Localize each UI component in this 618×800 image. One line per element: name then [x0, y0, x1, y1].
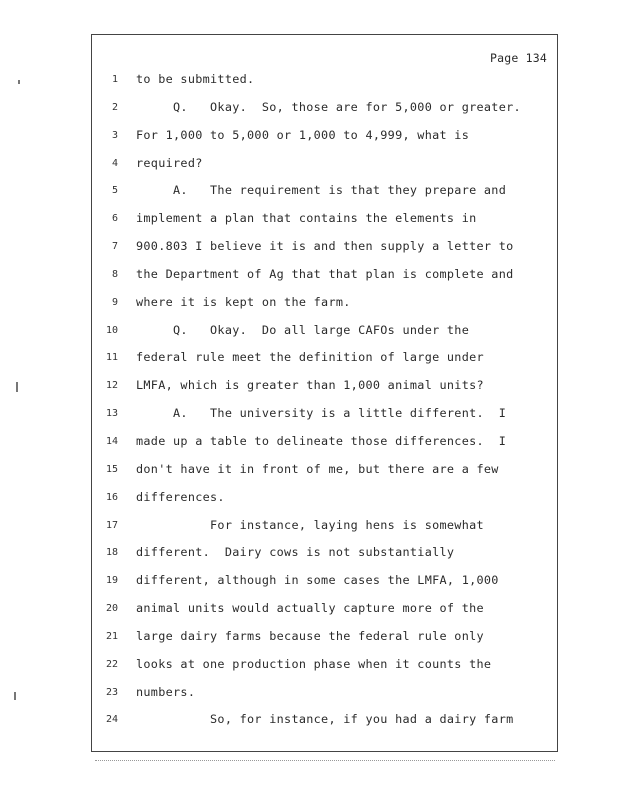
- line-text: don't have it in front of me, but there are a few: [136, 461, 499, 476]
- line-text: different. Dairy cows is not substantially: [136, 545, 455, 560]
- line-text: For instance, laying hens is somewhat: [136, 517, 484, 532]
- line-text: So, for instance, if you had a dairy farm: [136, 712, 514, 727]
- transcript-line: [92, 295, 557, 323]
- line-number: 11: [105, 352, 118, 364]
- transcript-line: [92, 72, 557, 100]
- transcript-page: [91, 34, 558, 752]
- transcript-line: [92, 601, 557, 629]
- line-number: 8: [111, 268, 118, 280]
- line-number: 1: [111, 74, 118, 85]
- bottom-rule: [95, 760, 555, 761]
- transcript-line: [92, 712, 557, 740]
- line-text: A. The university is a little different. I: [136, 406, 507, 421]
- line-text: numbers.: [136, 684, 196, 699]
- transcript-line: [92, 350, 557, 378]
- line-number: 3: [111, 129, 118, 141]
- transcript-line: [92, 490, 557, 518]
- line-number: 4: [111, 157, 118, 169]
- line-number: 19: [105, 575, 118, 587]
- page-number: Page 134: [490, 51, 547, 65]
- line-text: LMFA, which is greater than 1,000 animal units?: [136, 378, 484, 393]
- line-number: 5: [111, 185, 118, 197]
- line-text: Q. Okay. So, those are for 5,000 or greater.: [136, 99, 521, 114]
- line-text: looks at one production phase when it counts the: [136, 656, 492, 671]
- line-number: 22: [105, 658, 118, 670]
- line-text: the Department of Ag that that plan is complete and: [136, 266, 514, 281]
- margin-mark: [18, 80, 20, 84]
- line-text: required?: [136, 155, 203, 170]
- line-text: federal rule meet the definition of large under: [136, 350, 484, 365]
- line-number: 20: [105, 603, 118, 615]
- line-number: 24: [105, 714, 118, 726]
- line-number: 2: [111, 101, 118, 113]
- line-number: 21: [105, 630, 118, 642]
- line-number: 14: [105, 435, 118, 447]
- transcript-line: [92, 573, 557, 601]
- line-number: 7: [111, 241, 118, 253]
- transcript-line: [92, 462, 557, 490]
- transcript-line: [92, 183, 557, 211]
- line-text: animal units would actually capture more of the: [136, 601, 484, 616]
- transcript-line: [92, 629, 557, 657]
- line-number: 16: [105, 491, 118, 503]
- transcript-line: [92, 545, 557, 573]
- line-number: 6: [111, 213, 118, 225]
- transcript-line: [92, 378, 557, 406]
- transcript-line: [92, 434, 557, 462]
- transcript-line: [92, 406, 557, 434]
- line-text: 900.803 I believe it is and then supply a letter to: [136, 239, 514, 254]
- transcript-line: [92, 239, 557, 267]
- line-text: made up a table to delineate those differences. I: [136, 433, 507, 448]
- transcript-line: [92, 211, 557, 239]
- transcript-line: [92, 100, 557, 128]
- transcript-line: [92, 128, 557, 156]
- line-number: 18: [105, 547, 118, 559]
- line-text: implement a plan that contains the elements in: [136, 211, 477, 226]
- line-text: Q. Okay. Do all large CAFOs under the: [136, 322, 470, 337]
- line-number: 9: [111, 296, 118, 308]
- line-number: 13: [105, 408, 118, 420]
- line-text: For 1,000 to 5,000 or 1,000 to 4,999, what is: [136, 127, 470, 142]
- transcript-line: [92, 267, 557, 295]
- line-text: A. The requirement is that they prepare and: [136, 183, 507, 198]
- line-text: to be submitted.: [136, 72, 255, 86]
- line-text: differences.: [136, 489, 225, 504]
- transcript-line: [92, 323, 557, 351]
- transcript-line: [92, 156, 557, 184]
- line-number: 15: [105, 463, 118, 475]
- transcript-line: [92, 685, 557, 713]
- line-text: where it is kept on the farm.: [136, 294, 351, 309]
- margin-mark: [16, 382, 18, 392]
- line-number: 12: [105, 380, 118, 392]
- line-number: 17: [105, 519, 118, 531]
- transcript-line: [92, 657, 557, 685]
- line-text: different, although in some cases the LMFA, 1,000: [136, 573, 499, 588]
- transcript-body: [92, 72, 557, 740]
- transcript-line: [92, 518, 557, 546]
- line-text: large dairy farms because the federal rule only: [136, 628, 484, 643]
- line-number: 23: [105, 686, 118, 698]
- margin-mark: [14, 692, 16, 700]
- line-number: 10: [105, 324, 118, 336]
